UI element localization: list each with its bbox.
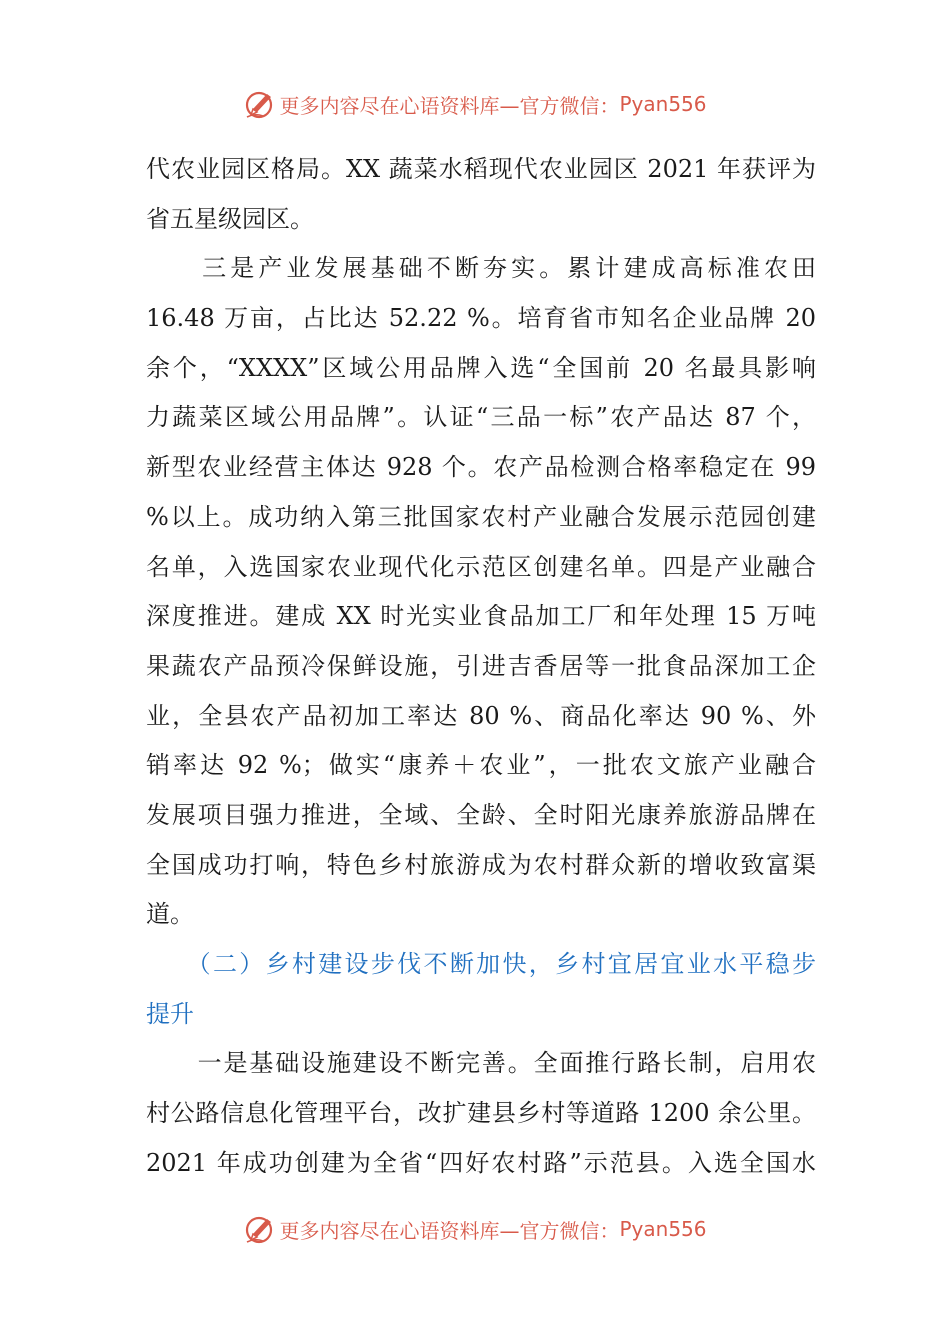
text-line: 深度推进。建成 XX 时光实业食品加工厂和年处理 15 万吨 xyxy=(146,602,816,631)
text-line: 名单，入选国家农业现代化示范区创建名单。四是产业融合 xyxy=(146,552,816,581)
watermark-text: 更多内容尽在心语资料库—官方微信： xyxy=(279,1218,620,1243)
text-line: 一是基础设施建设不断完善。全面推行路长制，启用农 xyxy=(146,1049,816,1078)
watermark-wechat-id: Pyan556 xyxy=(619,1217,707,1241)
watermark-text: 更多内容尽在心语资料库—官方微信： xyxy=(279,93,620,118)
text-line: 16.48 万亩，占比达 52.22 %。培育省市知名企业品牌 20 xyxy=(146,304,816,333)
document-body xyxy=(146,145,816,1188)
section-heading-line: （二）乡村建设步伐不断加快，乡村宜居宜业水平稳步 xyxy=(146,950,816,978)
text-line: 代农业园区格局。XX 蔬菜水稻现代农业园区 2021 年获评为 xyxy=(146,155,816,183)
text-line: 余个，“XXXX”区域公用品牌入选“全国前 20 名最具影响 xyxy=(146,353,816,382)
watermark-banner-top xyxy=(0,86,950,122)
text-line: 村公路信息化管理平台，改扩建县乡村等道路 1200 余公里。 xyxy=(146,1099,816,1128)
pen-logo-icon xyxy=(243,1212,277,1246)
text-line: 果蔬农产品预冷保鲜设施，引进吉香居等一批食品深加工企 xyxy=(146,651,816,680)
text-line: 发展项目强力推进，全域、全龄、全时阳光康养旅游品牌在 xyxy=(146,800,816,829)
watermark-wechat-id: Pyan556 xyxy=(619,92,707,116)
text-line: 全国成功打响，特色乡村旅游成为农村群众新的增收致富渠 xyxy=(146,850,816,879)
text-line: 业，全县农产品初加工率达 80 %、商品化率达 90 %、外 xyxy=(146,701,816,730)
text-line: 销率达 92 %；做实“康养＋农业”，一批农文旅产业融合 xyxy=(146,751,816,780)
text-line: 新型农业经营主体达 928 个。农产品检测合格率稳定在 99 xyxy=(146,453,816,482)
watermark-banner-bottom xyxy=(0,1211,950,1247)
section-heading-line: 提升 xyxy=(146,999,194,1028)
text-line: 2021 年成功创建为全省“四好农村路”示范县。入选全国水 xyxy=(146,1148,816,1177)
text-line: 力蔬菜区域公用品牌”。认证“三品一标”农产品达 87 个， xyxy=(146,403,816,432)
text-line: 三是产业发展基础不断夯实。累计建成高标准农田 xyxy=(146,254,816,283)
text-line: 道。 xyxy=(146,900,194,929)
text-line: 省五星级园区。 xyxy=(146,204,314,233)
text-line: %以上。成功纳入第三批国家农村产业融合发展示范园创建 xyxy=(146,502,816,531)
pen-logo-icon xyxy=(243,87,277,121)
